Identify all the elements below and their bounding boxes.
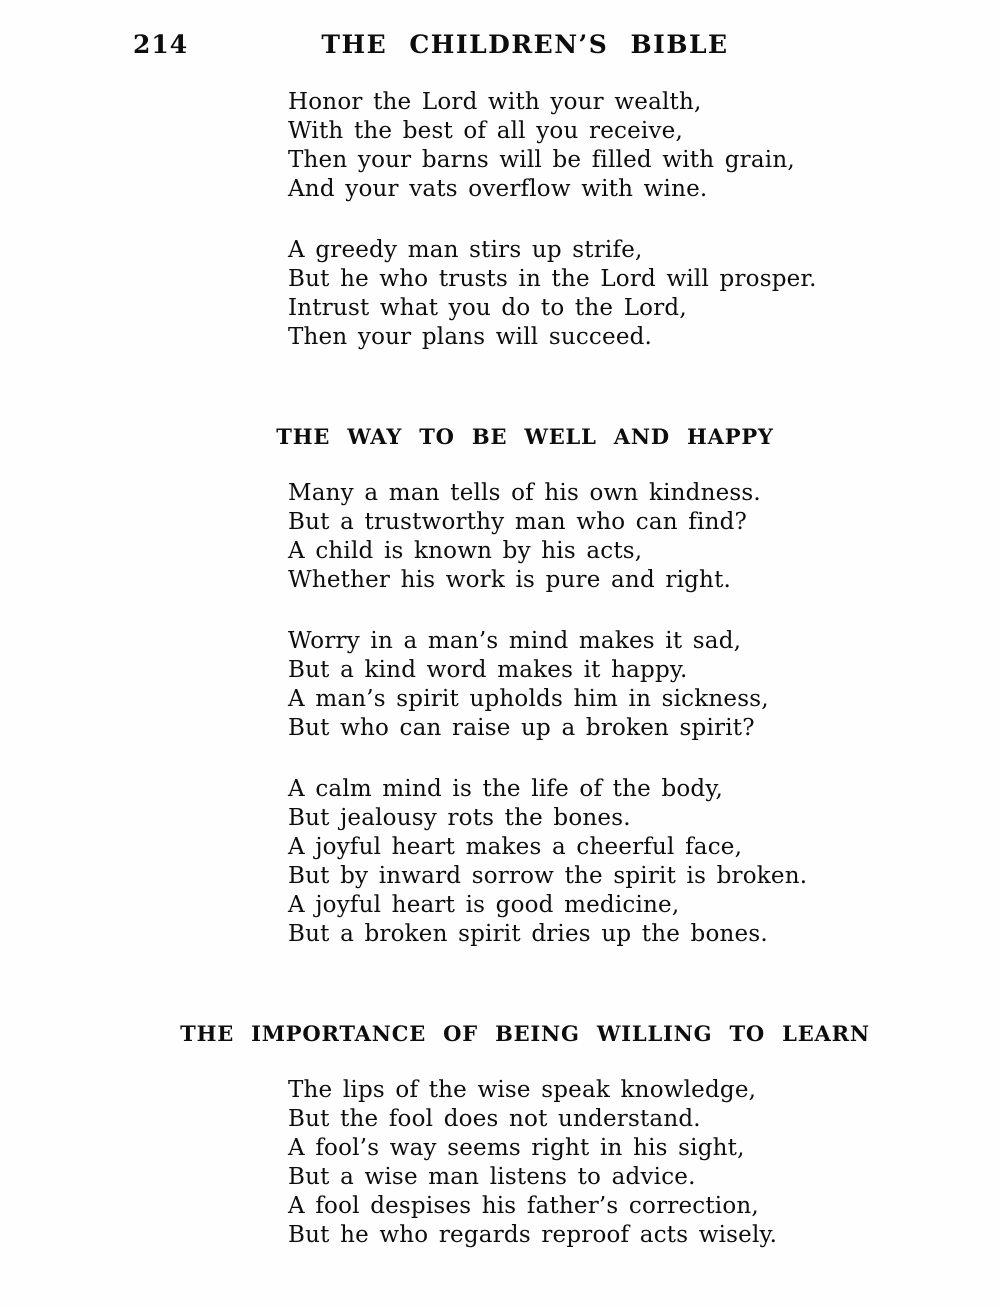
poem-line: A calm mind is the life of the body, bbox=[288, 776, 723, 802]
section-heading-well-and-happy: THE WAY TO BE WELL AND HAPPY bbox=[276, 424, 774, 449]
poem-line: The lips of the wise speak knowledge, bbox=[288, 1077, 757, 1103]
poem-line: With the best of all you receive, bbox=[288, 118, 683, 144]
poem-line: Honor the Lord with your wealth, bbox=[288, 89, 702, 115]
poem-line: But by inward sorrow the spirit is broken. bbox=[288, 863, 808, 889]
poem-line: Intrust what you do to the Lord, bbox=[288, 295, 687, 321]
poem-line: A fool despises his father’s correction, bbox=[288, 1193, 759, 1219]
poem-line: Many a man tells of his own kindness. bbox=[288, 480, 761, 506]
page-content bbox=[50, 0, 1000, 1250]
stanza-1 bbox=[50, 88, 1000, 204]
poem-line: A fool’s way seems right in his sight, bbox=[288, 1135, 745, 1161]
poem-line: But a trustworthy man who can find? bbox=[288, 509, 748, 535]
poem-line: But jealousy rots the bones. bbox=[288, 805, 631, 831]
stanza-2 bbox=[50, 236, 1000, 352]
poem-line: But he who trusts in the Lord will prosper. bbox=[288, 266, 817, 292]
poem-line: A child is known by his acts, bbox=[288, 538, 643, 564]
section-heading-willing-to-learn: THE IMPORTANCE OF BEING WILLING TO LEARN bbox=[180, 1021, 870, 1046]
poem-line: Then your plans will succeed. bbox=[288, 324, 653, 350]
poem-line: But who can raise up a broken spirit? bbox=[288, 715, 755, 741]
stanza-3 bbox=[50, 479, 1000, 595]
poem-line: But a broken spirit dries up the bones. bbox=[288, 921, 768, 947]
poem-line: And your vats overflow with wine. bbox=[288, 176, 708, 202]
stanza-6 bbox=[50, 1076, 1000, 1250]
poem-line: Then your barns will be filled with grain, bbox=[288, 147, 795, 173]
stanza-5 bbox=[50, 775, 1000, 949]
poem-line: Whether his work is pure and right. bbox=[288, 567, 732, 593]
stanza-4 bbox=[50, 627, 1000, 743]
running-header bbox=[50, 30, 1000, 60]
poem-line: A greedy man stirs up strife, bbox=[288, 237, 643, 263]
poem-line: But the fool does not understand. bbox=[288, 1106, 701, 1132]
poem-line: A joyful heart is good medicine, bbox=[288, 892, 680, 918]
poem-line: But a wise man listens to advice. bbox=[288, 1164, 696, 1190]
poem-line: A man’s spirit upholds him in sickness, bbox=[288, 686, 769, 712]
poem-line: But he who regards reproof acts wisely. bbox=[288, 1222, 778, 1248]
running-title: THE CHILDREN’S BIBLE bbox=[321, 30, 729, 59]
page-number: 214 bbox=[133, 30, 189, 59]
poem-line: Worry in a man’s mind makes it sad, bbox=[288, 628, 742, 654]
poem-line: But a kind word makes it happy. bbox=[288, 657, 688, 683]
poem-line: A joyful heart makes a cheerful face, bbox=[288, 834, 743, 860]
